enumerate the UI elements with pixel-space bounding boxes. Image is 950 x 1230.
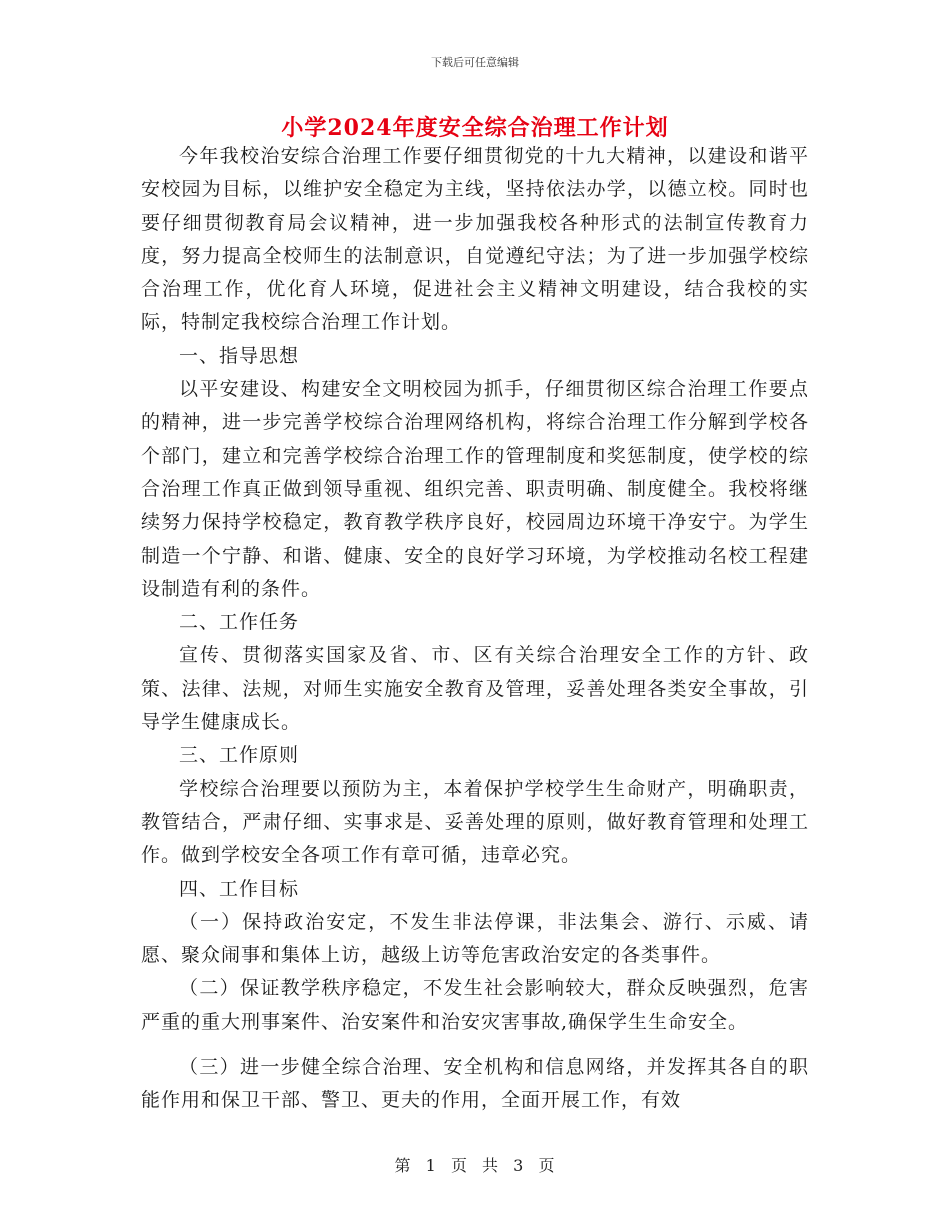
intro-paragraph: 今年我校治安综合治理工作要仔细贯彻党的十九大精神，以建设和谐平安校园为目标，以维护安全稳定为主线，坚持依法办学，以德立校。同时也要仔细贯彻教育局会议精神，进一步加强我校各种形式的法制宣传教育力度，努力提高全校师生的法制意识，自觉遵纪守法；为了进一步加强学校综合治理工作，优化育人环境，促进社会主义精神文明建设，结合我校的实际，特制定我校综合治理工作计划。	[141, 145, 809, 334]
header-note: 下载后可任意编辑	[431, 56, 519, 69]
document-title: 小学2024年度安全综合治理工作计划	[281, 115, 669, 141]
section-heading-guiding-thought: 一、指导思想	[179, 344, 300, 367]
footer-page-word: 页	[450, 1156, 468, 1175]
section-heading-goals: 四、工作目标	[179, 877, 300, 900]
paragraph-guiding-thought: 以平安建设、构建安全文明校园为抓手，仔细贯彻区综合治理工作要点的精神，进一步完善学校综合治理网络机构，将综合治理工作分解到学校各个部门，建立和完善学校综合治理工作的管理制度和奖惩制度，使学校的综合治理工作真正做到领导重视、组织完善、职责明确、制度健全。我校将继续努力保持学校稳定，教育教学秩序良好，校园周边环境干净安宁。为学生制造一个宁静、和谐、健康、安全的良好学习环境，为学校推动名校工程建设制造有利的条件。	[141, 378, 809, 600]
goal-item-2: （二）保证教学秩序稳定，不发生社会影响较大，群众反映强烈，危害严重的重大刑事案件、治安案件和治安灾害事故,确保学生生命安全。	[141, 977, 809, 1033]
goal-item-3: （三）进一步健全综合治理、安全机构和信息网络，并发挥其各自的职能作用和保卫干部、警卫、更夫的作用，全面开展工作，有效	[141, 1056, 809, 1112]
footer-prefix: 第	[394, 1156, 412, 1175]
footer-current-page: 1	[425, 1156, 437, 1175]
paragraph-principles: 学校综合治理要以预防为主，本着保护学校学生生命财产，明确职责，教管结合，严肃仔细、实事求是、妥善处理的原则，做好教育管理和处理工作。做到学校安全各项工作有章可循，违章必究。	[141, 777, 809, 867]
footer-total-word: 共	[482, 1156, 500, 1175]
section-heading-tasks: 二、工作任务	[179, 611, 300, 634]
footer-total-pages: 3	[513, 1156, 525, 1175]
footer-suffix: 页	[538, 1156, 556, 1175]
section-heading-principles: 三、工作原则	[179, 744, 300, 767]
page-footer	[0, 1153, 950, 1176]
paragraph-tasks: 宣传、贯彻落实国家及省、市、区有关综合治理安全工作的方针、政策、法律、法规，对师生实施安全教育及管理，妥善处理各类安全事故，引导学生健康成长。	[141, 644, 809, 734]
document-body	[141, 140, 809, 1118]
goal-item-1: （一）保持政治安定，不发生非法停课，非法集会、游行、示威、请愿、聚众闹事和集体上访，越级上访等危害政治安定的各类事件。	[141, 910, 809, 967]
